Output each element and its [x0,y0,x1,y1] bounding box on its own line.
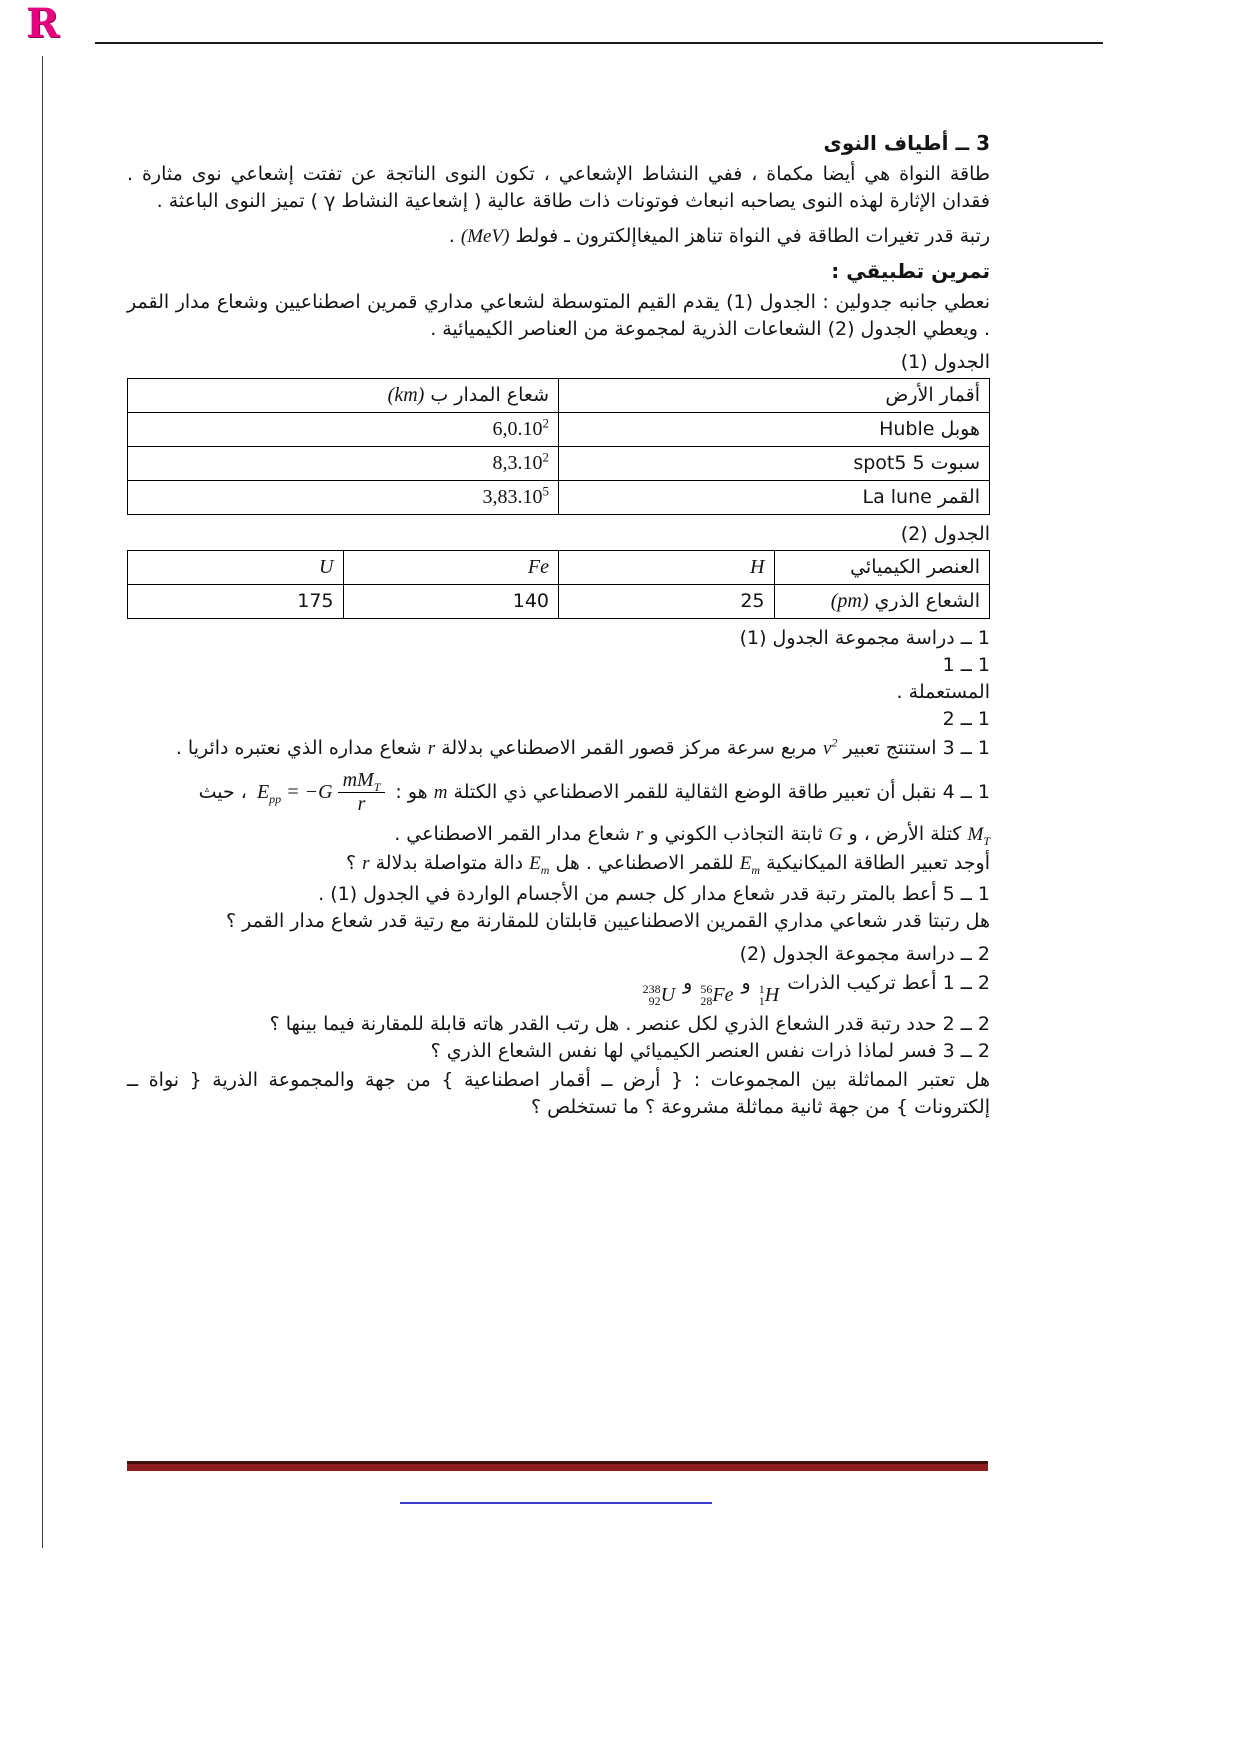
element-symbol: U [660,984,676,1006]
question-2-2: 2 ــ 2 حدد رتبة قدر الشعاع الذري لكل عنصر . هل رتب القدر هاته قابلة للمقارنة فيما بينها ؟ [269,1013,990,1035]
table2-caption: الجدول (2) [900,523,990,545]
symbols-definition-line [127,821,990,848]
radius-exponent: 2 [542,449,549,465]
question-1-1: 1 ــ 1 [942,654,990,676]
question-1-3-text-a: 1 ــ 3 استنتج تعبير [837,737,990,759]
radius-value [492,415,550,440]
question-2-heading: 2 ــ دراسة مجموعة الجدول (2) [739,943,990,965]
fraction-denominator: r [357,793,366,815]
element-h-cell [559,551,775,585]
mass-number: 56 [700,982,713,996]
em-symbol [529,853,550,877]
question-1-4-text-b: هو : [389,781,434,803]
table-row-huble [128,413,990,447]
orbit-radius-cell [128,481,559,515]
em-symbol [739,853,761,877]
atomic-number: 1 [758,994,765,1008]
potential-energy-formula [257,770,385,815]
orbit-radius-cell [128,447,559,481]
isotope-scripts [700,983,712,1007]
atomic-radius-value-cell: 140 [343,585,559,619]
r-symbol: r [635,824,644,845]
question-1-heading: 1 ــ دراسة مجموعة الجدول (1) [739,627,990,649]
mass-number: 238 [642,982,661,996]
radius-header-text: شعاع المدار ب [424,384,549,406]
energy-order-line [127,223,990,250]
satellite-name-cell: هوبل Huble [559,413,990,447]
mech-energy-text-a: أوجد تعبير الطاقة الميكانيكية [760,852,990,874]
and-separator: و [677,972,699,994]
pp-subscript: pp [269,792,282,806]
gravity-constant-text: ثابتة التجاذب الكوني و [643,823,829,845]
radius-mantissa: 6,0.10 [492,418,543,440]
question-1-5: 1 ــ 5 أعط بالمتر رتبة قدر شعاع مدار كل جسم من الأجسام الواردة في الجدول (1) . [318,883,990,905]
exercise-heading: تمرين تطبيقي : [831,259,990,283]
question-2-1-text: 2 ــ 1 أعط تركيب الذرات [781,972,990,994]
orbit-radius-cell [128,413,559,447]
e-symbol: E [739,853,752,874]
radius-value [482,483,550,508]
v-symbol: v [822,738,832,759]
question-1-2: 1 ــ 2 [942,708,990,730]
question-1-4 [127,770,990,815]
document-content [127,0,990,1121]
isotope-uranium [643,983,675,1007]
atomic-number: 92 [648,994,661,1008]
question-2-1 [127,970,990,1007]
and-separator: و [735,972,757,994]
element-symbol: H [750,556,765,578]
mech-energy-text-b: للقمر الاصطناعي . هل [549,852,740,874]
v-squared-symbol [822,735,838,759]
pm-unit: (pm) [830,590,869,612]
question-1-3-text-c: شعاع مداره الذي نعتبره دائريا . [175,737,428,759]
table-header-row [128,379,990,413]
e-symbol: E [256,781,270,803]
question-1-5-continuation: هل رتبتا قدر شعاعي مداري القمرين الاصطناعيين قابلتان للمقارنة مع رتية قدر شعاع مدار القمر ؟ [226,910,990,932]
earth-mass-text: كتلة الأرض ، و [842,823,968,845]
element-symbol: U [319,556,334,578]
atomic-number: 28 [700,994,713,1008]
orbit-table-header-radius [128,379,559,413]
satellite-name-cell: القمر La lune [559,481,990,515]
radius-exponent: 5 [542,483,549,499]
m-capital-symbol: M [967,824,984,845]
orbit-table-header-moons: أقمار الأرض [559,379,990,413]
t-subscript: T [373,780,381,794]
left-margin-rule [42,56,43,1548]
table1-caption: الجدول (1) [900,351,990,373]
km-unit: (km) [387,384,425,406]
e-symbol: E [529,853,541,874]
orbit-radius-text: شعاع مدار القمر الاصطناعي . [394,823,636,845]
fraction-numerator [338,770,386,793]
footer-link-line [400,1502,712,1504]
epp-symbol [257,779,281,806]
equals-minus-g: = −G [286,781,333,803]
question-1-4-text-c: ، حيث [198,781,253,803]
exercise-intro-paragraph: نعطي جانبه جدولين : الجدول (1) يقدم القيم المتوسطة لشعاعي مداري قمرين اصطناعيين وشعاع مدار القمر . ويعطي الجدول (2) الشعاعات الذرية لمجموعة من العناصر الكيميائية . [127,291,990,340]
fraction [338,770,386,815]
mech-energy-text-c: دالة متواصلة بدلالة [369,852,530,874]
footer-bar [127,1461,988,1471]
isotope-hydrogen [759,983,779,1007]
element-symbol: H [764,984,780,1006]
r-logo: R [26,0,60,47]
table-header-row [128,551,990,585]
element-header-cell: العنصر الكيميائي [774,551,990,585]
table-values-row [128,585,990,619]
radius-value [492,449,550,474]
element-symbol: Fe [712,984,734,1006]
orbit-radius-table [127,378,990,515]
r-symbol: r [362,853,370,874]
element-symbol: Fe [527,556,549,578]
v-exponent: 2 [831,735,838,750]
radius-mantissa: 3,83.10 [482,486,543,508]
atomic-radius-value-cell: 25 [559,585,775,619]
isotope-scripts [643,983,661,1007]
m-symbol: m [433,782,448,803]
question-1-3 [127,735,990,762]
atomic-radius-table [127,550,990,619]
table-row-moon [128,481,990,515]
element-fe-cell [343,551,559,585]
g-symbol: G [828,824,843,845]
atomic-radius-label-cell [774,585,990,619]
question-mark-text: ؟ [346,852,363,874]
question-1-3-text-b: مربع سرعة مركز قصور القمر الاصطناعي بدلالة [435,737,823,759]
mev-symbol: (MeV) [460,226,510,247]
section-heading: 3 ــ أطياف النوى [823,131,990,155]
mt-symbol [967,824,990,848]
question-2-3: 2 ــ 3 فسر لماذا ذرات نفس العنصر الكيميائي لها نفس الشعاع الذري ؟ [430,1040,990,1062]
radius-exponent: 2 [542,415,549,431]
intro-paragraph: طاقة النواة هي أيضا مكماة ، ففي النشاط الإشعاعي ، تكون النوى الناتجة عن تفتت إشعاعي نوى مثارة . فقدان الإثارة لهذه النوى يصاحبه انبعاث فوتونات ذات طاقة عالية ( إشعاعية النشاط γ ) تميز النوى الباعثة . [127,163,990,212]
atomic-radius-label: الشعاع الذري [868,590,980,612]
mechanical-energy-question [127,850,990,877]
mmt-symbol: mM [342,769,374,791]
isotope-iron [700,983,733,1007]
r-symbol: r [427,738,436,759]
table-row-spot5 [128,447,990,481]
element-u-cell [128,551,344,585]
satellite-name-cell: سبوت spot5 5 [559,447,990,481]
radius-mantissa: 8,3.10 [492,452,543,474]
final-question: هل تعتبر المماثلة بين المجموعات : { أرض ــ أقمار اصطناعية } من جهة والمجموعة الذرية { نواة ــ إلكترونات } من جهة ثانية مماثلة مشروعة ؟ ما تستخلص ؟ [127,1069,990,1118]
question-1-1-continuation: المستعملة . [896,681,990,703]
energy-order-text: رتبة قدر تغيرات الطاقة في النواة تناهز الميغاإلكترون ـ فولط [509,225,990,247]
m-subscript: m [540,862,550,877]
t-subscript: T [983,833,990,848]
period-text: . [448,225,461,247]
atomic-radius-value-cell: 175 [128,585,344,619]
m-subscript: m [751,862,761,877]
mass-number: 1 [758,982,765,996]
question-1-4-text-a: 1 ــ 4 نقبل أن تعبير طاقة الوضع الثقالية للقمر الاصطناعي ذي الكتلة [447,781,990,803]
